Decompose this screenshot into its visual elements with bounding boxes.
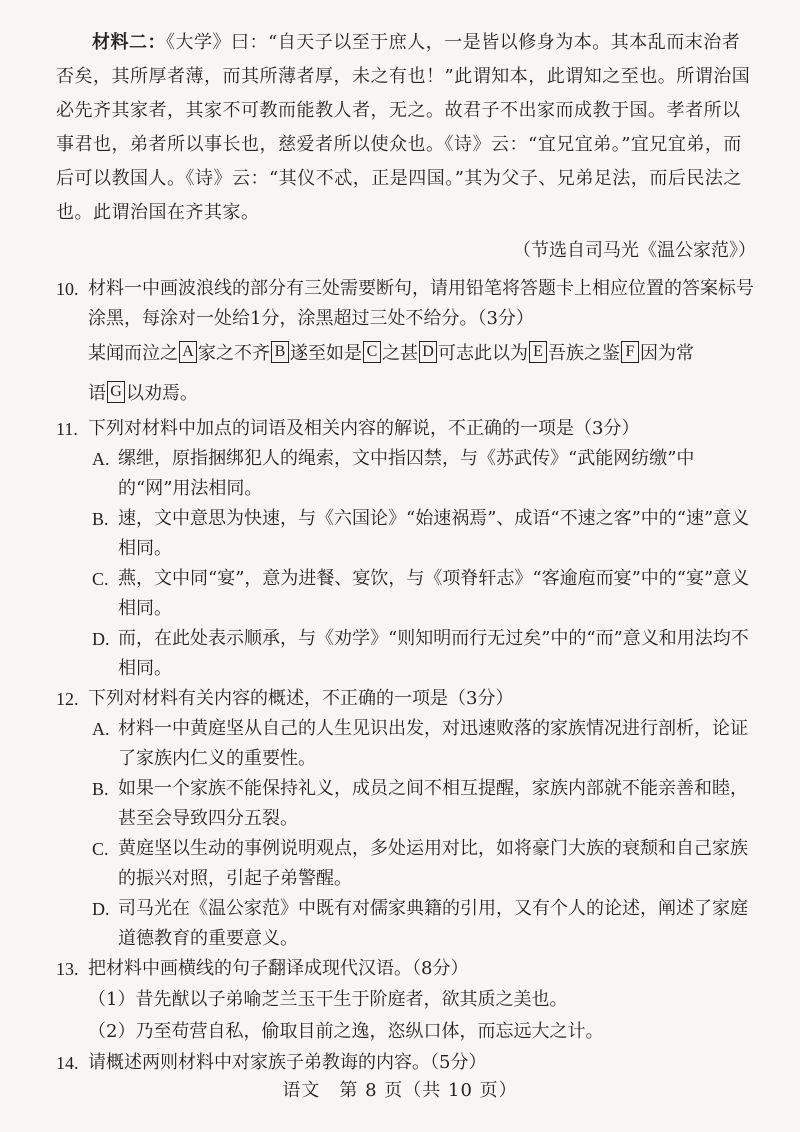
answer-box-g[interactable]: G — [107, 381, 125, 403]
option-letter: B. — [92, 779, 109, 799]
option-letter: A. — [92, 449, 110, 469]
option-letter: C. — [92, 569, 109, 589]
segment: 以劝焉。 — [126, 383, 198, 404]
segment: 语 — [88, 383, 106, 404]
segment: 家之不齐 — [198, 343, 270, 364]
passage-text: 《大学》曰：“自天子以至于庶人，一是皆以修身为本。其本乱而末治者否矣，其所厚者薄，而其所薄者厚，未之有也！”此谓知本，此谓知之至也。所谓治国必先齐其家者，其家不可教而能教人者，无之。故君子不出家而成教于国。孝者所以事君也，弟者所以事长也，慈爱者所以使众也。《诗》云：“宜兄宜弟。”宜兄宜弟，而后可以教国人。《诗》云：“其仪不忒，正是四国。”其为父子、兄弟足法，而后民法之也。此谓治国在齐其家。 — [56, 32, 751, 223]
question-text: 把材料中画横线的句子翻译成现代汉语。（8分） — [88, 958, 469, 979]
option-text: 黄庭坚以生动的事例说明观点，多处运用对比，如将豪门大族的衰颓和自己家族的振兴对照，引起子弟警醒。 — [118, 838, 748, 889]
question-text: 请概述两则材料中对家族子弟教诲的内容。（5分） — [88, 1052, 487, 1073]
answer-box-c[interactable]: C — [363, 341, 381, 363]
question-number: 13. — [56, 959, 79, 979]
option-letter: B. — [92, 509, 109, 529]
option-text: 材料一中黄庭坚从自己的人生见识出发，对迅速败落的家族情况进行剖析，论证了家族内仁义的重要性。 — [118, 718, 748, 769]
option-text: 速，文中意思为快速，与《六国论》“始速祸焉”、成语“不速之客”中的“速”意义相同。 — [118, 508, 750, 559]
option-a[interactable] — [92, 444, 756, 504]
option-text: 缧绁，原指捆绑犯人的绳索，文中指囚禁，与《苏武传》“武能网纺缴”中的“网”用法相同。 — [118, 448, 695, 499]
option-text: 而，在此处表示顺承，与《劝学》“则知明而行无过矣”中的“而”意义和用法均不相同。 — [118, 628, 749, 679]
segment: 遂至如是 — [290, 343, 362, 364]
option-b[interactable] — [92, 774, 756, 834]
option-d[interactable] — [92, 894, 756, 954]
question-number: 12. — [56, 689, 79, 709]
material-label: 材料二： — [92, 32, 166, 53]
answer-box-b[interactable]: B — [271, 341, 289, 363]
option-text: 燕，文中同“宴”，意为进餐、宴饮，与《项脊轩志》“客逾庖而宴”中的“宴”意义相同。 — [118, 568, 750, 619]
option-letter: A. — [92, 719, 110, 739]
option-c[interactable] — [92, 834, 756, 894]
option-letter: D. — [92, 899, 110, 919]
segment: 因为常 — [640, 343, 694, 364]
question-text: 下列对材料中加点的词语及相关内容的解说，不正确的一项是（3分） — [88, 418, 640, 439]
question-12 — [56, 684, 756, 954]
question-text: 材料一中画波浪线的部分有三处需要断句，请用铅笔将答题卡上相应位置的答案标号涂黑，每涂对一处给1分，涂黑超过三处不给分。（3分） — [88, 278, 754, 329]
option-a[interactable] — [92, 714, 756, 774]
segmentation-sentence — [56, 334, 756, 414]
question-10 — [56, 274, 756, 414]
page-footer: 语文 第 8 页（共 10 页） — [282, 1080, 518, 1101]
segment: 可志此以为 — [438, 343, 528, 364]
option-letter: C. — [92, 839, 109, 859]
segment: 之甚 — [382, 343, 418, 364]
answer-box-d[interactable]: D — [419, 341, 437, 363]
question-14 — [56, 1048, 756, 1078]
question-number: 14. — [56, 1053, 79, 1073]
option-d[interactable] — [92, 624, 756, 684]
question-13 — [56, 954, 756, 1048]
question-number: 10. — [56, 279, 79, 299]
sub-question-1: （1）昔先猷以子弟喻芝兰玉干生于阶庭者，欲其质之美也。 — [88, 989, 568, 1010]
option-text: 如果一个家族不能保持礼义，成员之间不相互提醒，家族内部就不能亲善和睦，甚至会导致四分五裂。 — [118, 778, 748, 829]
option-c[interactable] — [92, 564, 756, 624]
option-b[interactable] — [92, 504, 756, 564]
answer-box-a[interactable]: A — [179, 341, 197, 363]
passage-material-two — [56, 26, 756, 230]
passage-source: （节选自司马光《温公家范》） — [513, 240, 756, 261]
option-letter: D. — [92, 629, 110, 649]
segment: 吾族之鉴 — [548, 343, 620, 364]
sub-question-2: （2）乃至苟营自私，偷取目前之逸，恣纵口体，而忘远大之计。 — [88, 1021, 604, 1042]
answer-box-f[interactable]: F — [621, 341, 639, 363]
question-11 — [56, 414, 756, 684]
segment: 某闻而泣之 — [88, 343, 178, 364]
question-text: 下列对材料有关内容的概述，不正确的一项是（3分） — [88, 688, 514, 709]
answer-box-e[interactable]: E — [529, 341, 547, 363]
option-text: 司马光在《温公家范》中既有对儒家典籍的引用，又有个人的论述，阐述了家庭道德教育的重要意义。 — [118, 898, 748, 949]
question-number: 11. — [56, 419, 78, 439]
